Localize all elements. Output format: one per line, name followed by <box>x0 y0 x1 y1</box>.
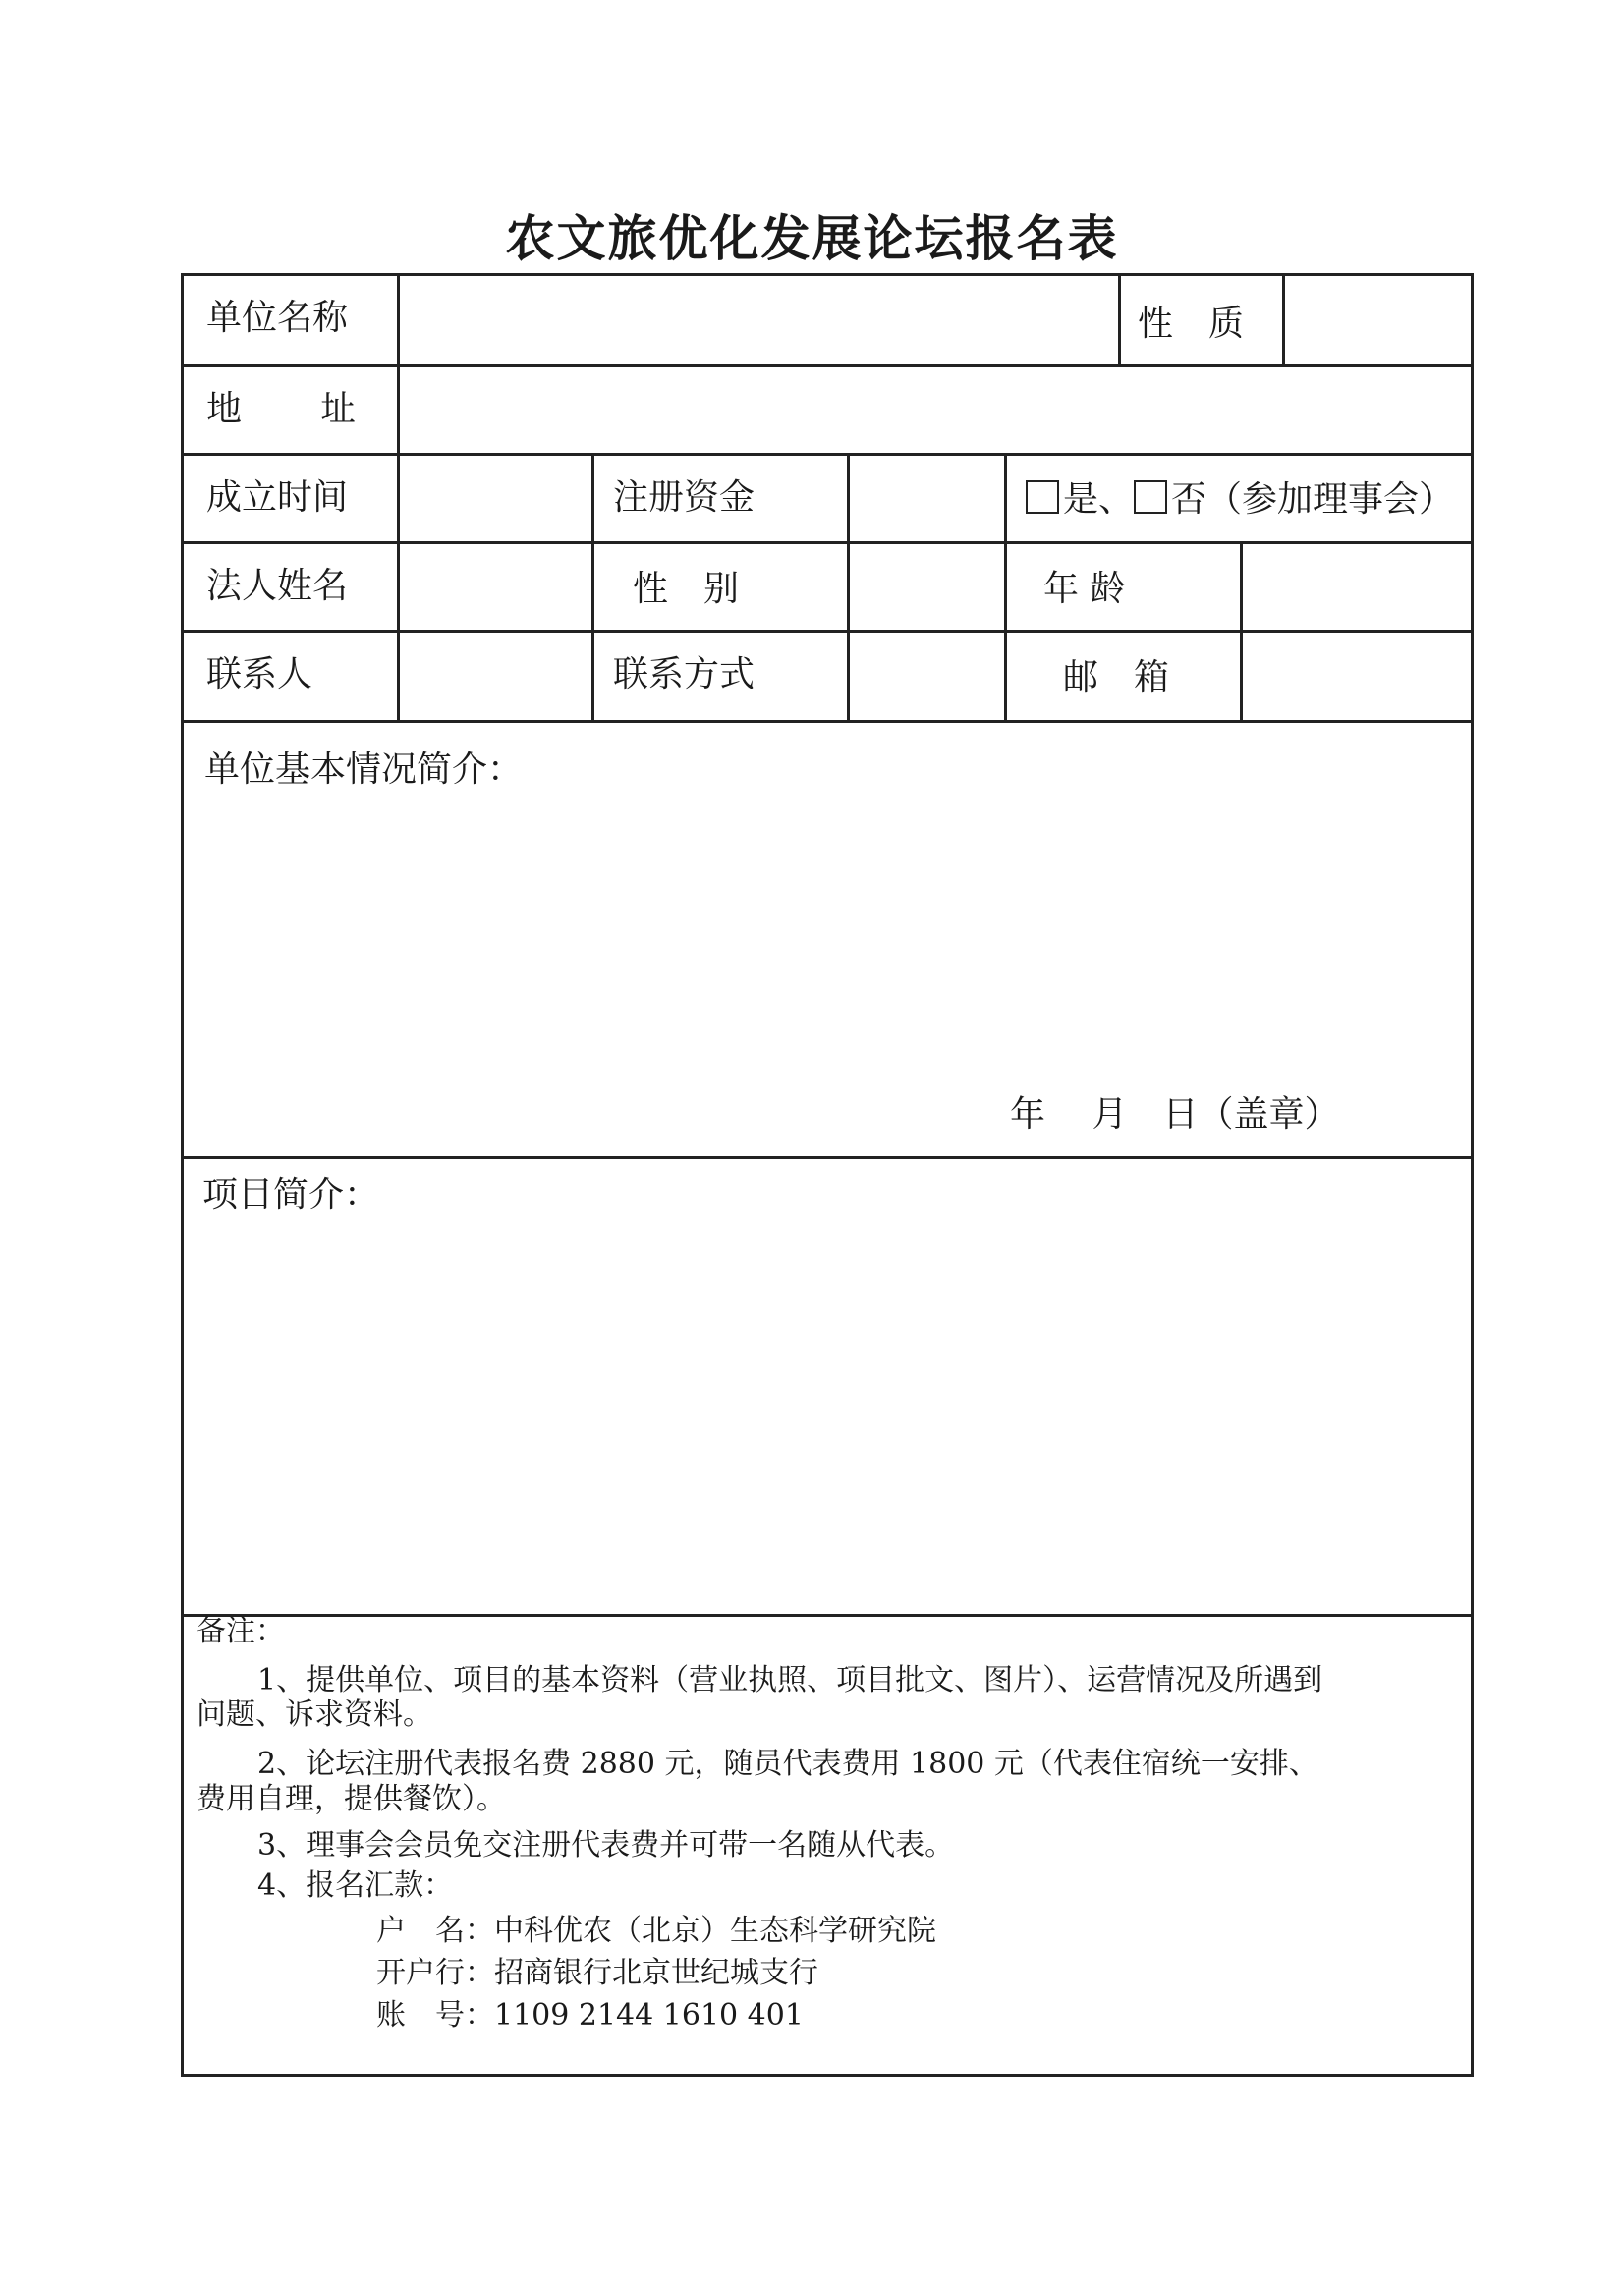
account-name: 户 名：中科优农（北京）生态科学研究院 <box>376 1914 936 1948</box>
label-email: 邮 箱 <box>1063 657 1170 697</box>
input-project-intro[interactable] <box>187 1228 1464 1606</box>
note-4: 4、报名汇款： <box>257 1868 454 1903</box>
label-unit-name: 单位名称 <box>206 298 349 338</box>
input-contact-method[interactable] <box>853 636 1002 718</box>
row-divider <box>181 1156 1471 1159</box>
label-address-1: 地 <box>206 389 243 429</box>
row-divider <box>181 273 1471 276</box>
input-contact[interactable] <box>403 636 589 718</box>
col-divider <box>397 273 400 720</box>
label-established: 成立时间 <box>206 477 349 518</box>
input-unit-name[interactable] <box>403 279 1116 362</box>
input-nature[interactable] <box>1288 279 1467 362</box>
row-divider <box>181 364 1471 367</box>
input-age[interactable] <box>1246 547 1467 628</box>
row-divider <box>181 453 1471 456</box>
label-nature: 性 质 <box>1138 304 1245 344</box>
checkbox-council-yes[interactable] <box>1026 480 1059 514</box>
col-divider <box>847 453 850 720</box>
council-option: 是、 否（参加理事会） <box>1026 480 1454 518</box>
note-2a: 2、论坛注册代表报名费 2880 元，随员代表费用 1800 元（代表住宿统一安排、 <box>257 1747 1318 1781</box>
seal-date-line: 年 月 日（盖章） <box>1010 1094 1340 1135</box>
label-age: 年 龄 <box>1043 569 1126 609</box>
label-contact: 联系人 <box>206 654 313 695</box>
row-divider <box>181 630 1471 633</box>
label-address-2: 址 <box>320 389 357 429</box>
input-unit-intro[interactable] <box>187 801 1464 1076</box>
label-unit-intro: 单位基本情况简介： <box>204 750 524 790</box>
input-legal-person[interactable] <box>403 547 589 628</box>
note-3: 3、理事会会员免交注册代表费并可带一名随从代表。 <box>257 1828 955 1863</box>
label-reg-capital: 注册资金 <box>613 477 756 518</box>
note-2b: 费用自理，提供餐饮）。 <box>196 1782 506 1816</box>
note-1b: 问题、诉求资料。 <box>196 1698 432 1732</box>
notes-heading: 备注： <box>196 1614 285 1648</box>
label-project-intro: 项目简介： <box>202 1175 380 1215</box>
input-reg-capital[interactable] <box>597 459 845 539</box>
input-gender[interactable] <box>853 547 1002 628</box>
row-divider <box>181 720 1471 723</box>
row-divider <box>181 541 1471 544</box>
form-title: 农文旅优化发展论坛报名表 <box>505 210 1119 267</box>
note-1a: 1、提供单位、项目的基本资料（营业执照、项目批文、图片）、运营情况及所遇到 <box>257 1663 1323 1698</box>
checkbox-council-no[interactable] <box>1134 480 1167 514</box>
label-contact-method: 联系方式 <box>613 654 756 695</box>
col-divider <box>591 453 594 720</box>
input-email[interactable] <box>1246 636 1467 718</box>
label-gender: 性 别 <box>633 569 740 609</box>
col-divider <box>1240 541 1243 720</box>
col-divider <box>1282 273 1285 364</box>
input-established[interactable] <box>403 459 589 539</box>
col-divider <box>1118 273 1121 364</box>
input-address[interactable] <box>403 370 1467 451</box>
label-legal-person: 法人姓名 <box>206 566 349 606</box>
col-divider <box>1004 453 1007 720</box>
row-divider <box>181 1614 1471 1617</box>
bank-name: 开户行：招商银行北京世纪城支行 <box>376 1956 818 1990</box>
account-number: 账 号：1109 2144 1610 401 <box>376 1998 804 2032</box>
